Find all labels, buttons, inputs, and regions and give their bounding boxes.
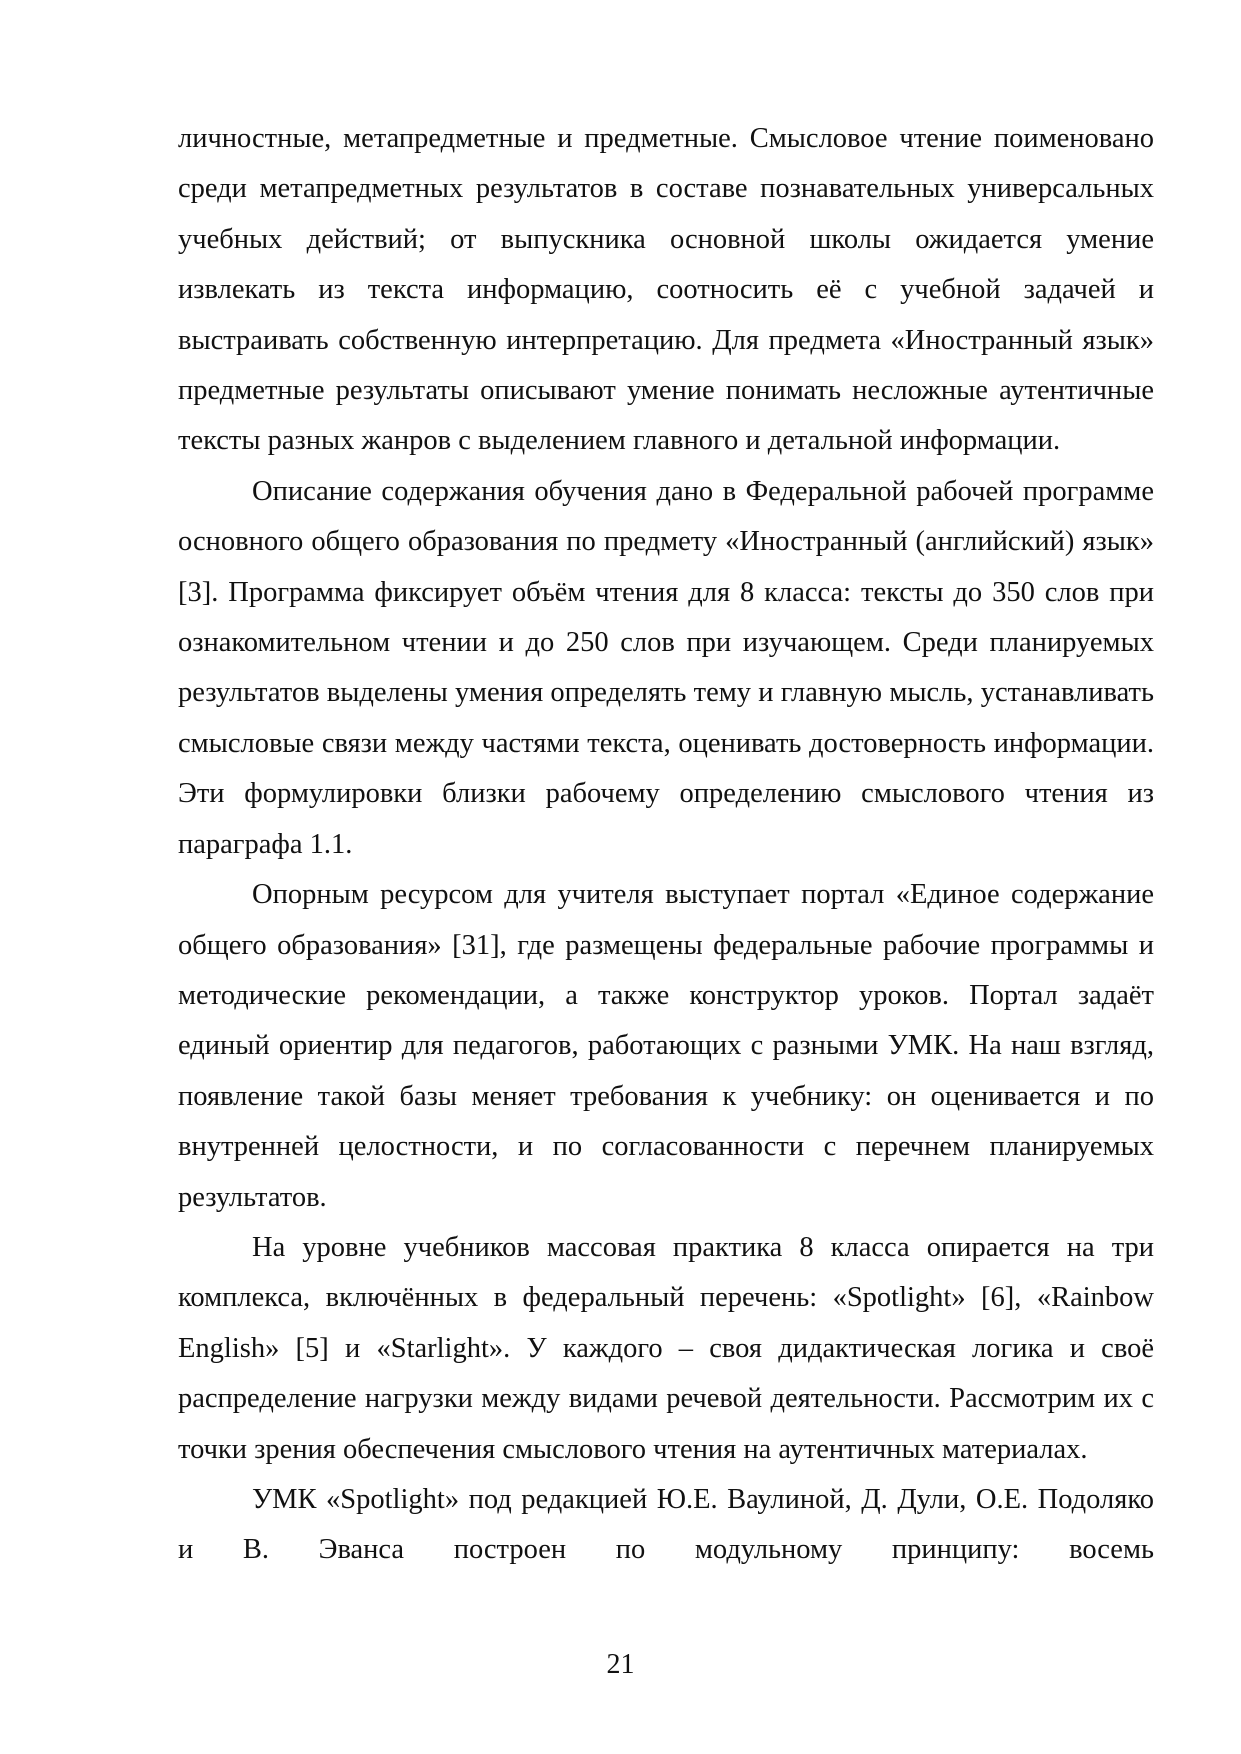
paragraph-spotlight: УМК «Spotlight» под редакцией Ю.Е. Ваулиной, Д. Дули, О.Е. Подоляко и В. Эванса построен по модульному принципу: восемь	[178, 1483, 1154, 1566]
body-text	[178, 114, 1154, 1576]
page-number: 21	[606, 1649, 635, 1680]
paragraph-federal-program: Описание содержания обучения дано в Федеральной рабочей программе основного общего образования по предмету «Иностранный (английский) язык» [3]. Программа фиксирует объём чтения для 8 класса: тексты до 350 слов при ознакомительном чтении и до 250 слов при изучающем. Среди планируемых результатов выделены умения определять тему и главную мысль, устанавливать смысловые связи между частями текста, оценивать достоверность информации. Эти формулировки близки рабочему определению смыслового чтения из параграфа 1.1.	[178, 475, 1154, 860]
paragraph-portal: Опорным ресурсом для учителя выступает портал «Единое содержание общего образования» [31], где размещены федеральные рабочие программы и методические рекомендации, а также конструктор уроков. Портал задаёт единый ориентир для педагогов, работающих с разными УМК. На наш взгляд, появление такой базы меняет требования к учебнику: он оценивается и по внутренней целостности, и по согласованности с перечнем планируемых результатов.	[178, 879, 1154, 1213]
paragraph-textbooks: На уровне учебников массовая практика 8 класса опирается на три комплекса, включённых в федеральный перечень: «Spotlight» [6], «Rainbow English» [5] и «Starlight». У каждого – своя дидактическая логика и своё распределение нагрузки между видами речевой деятельности. Рассмотрим их с точки зрения обеспечения смыслового чтения на аутентичных материалах.	[178, 1231, 1154, 1465]
paragraph-continuation: личностные, метапредметные и предметные. Смысловое чтение поименовано среди метапредметных результатов в составе познавательных универсальных учебных действий; от выпускника основной школы ожидается умение извлекать из текста информацию, соотносить её с учебной задачей и выстраивать собственную интерпретацию. Для предмета «Иностранный язык» предметные результаты описывают умение понимать несложные аутентичные тексты разных жанров с выделением главного и детальной информации.	[178, 123, 1154, 457]
